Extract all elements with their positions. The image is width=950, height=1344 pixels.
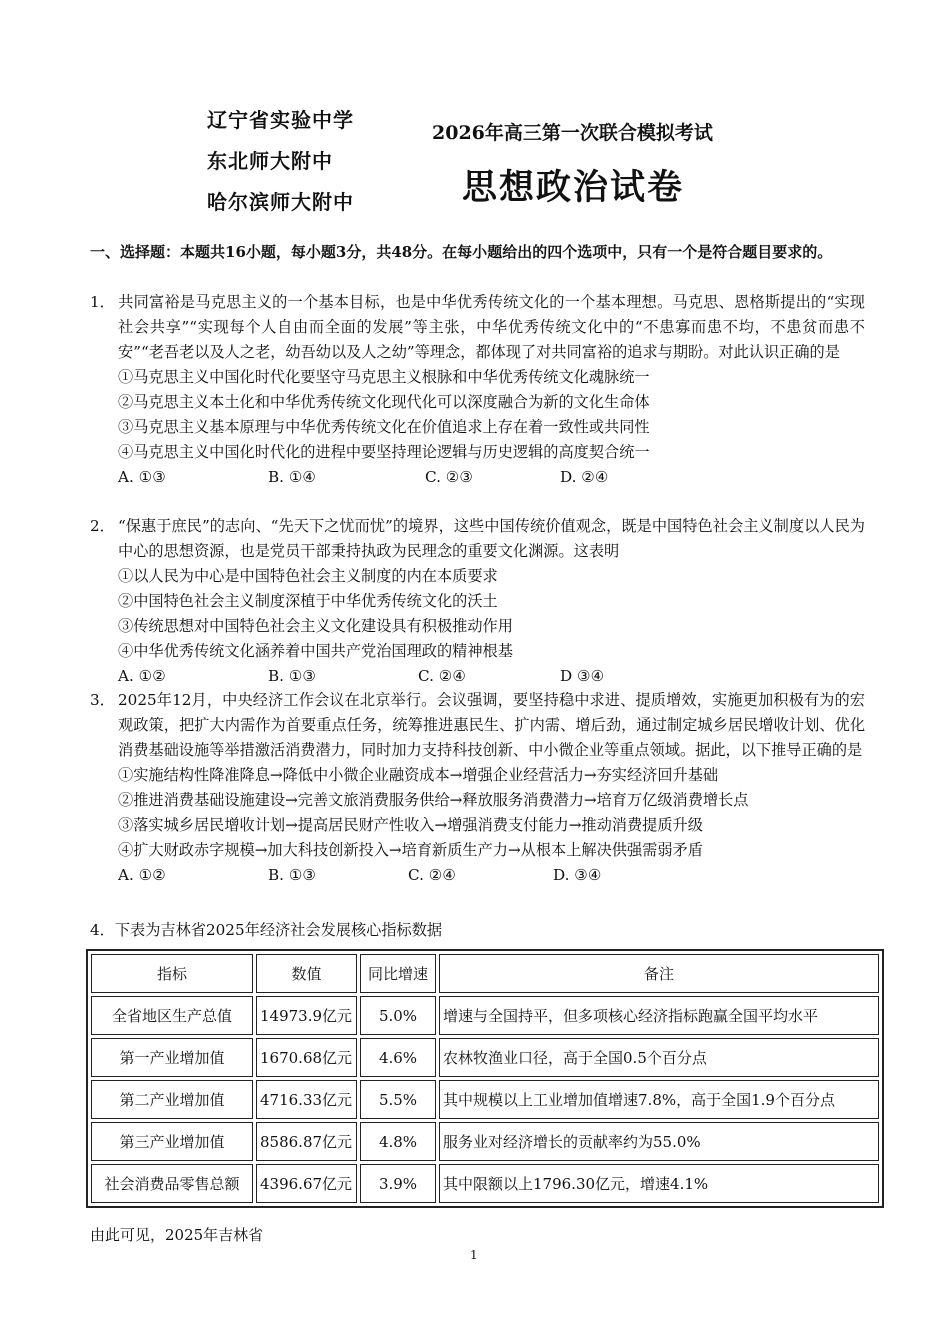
- growth-cell: 5.0%: [360, 996, 436, 1035]
- column-header: 备注: [439, 954, 879, 993]
- question-number: 2．: [90, 517, 115, 535]
- choice-a[interactable]: A. ①③: [118, 468, 166, 486]
- question-4-continuation: 由此可见，2025年吉林省: [90, 1226, 264, 1244]
- question-number: 1．: [90, 293, 115, 311]
- indicator-cell: 第一产业增加值: [91, 1038, 253, 1077]
- choice-a[interactable]: A. ①②: [118, 667, 166, 685]
- school-name-1: 辽宁省实验中学: [207, 108, 354, 132]
- note-cell: 增速与全国持平，但多项核心经济指标跑赢全国平均水平: [439, 996, 879, 1035]
- question-stem: 共同富裕是马克思主义的一个基本目标，也是中华优秀传统文化的一个基本理想。马克思、恩格斯提出的“实现社会共享”“实现每个人自由而全面的发展”等主张，中华优秀传统文化中的“不患寡而患不均，不患贫而患不安”“老吾老以及人之老，幼吾幼以及人之幼”等理念，都体现了对共同富裕的追求与期盼。对此认识正确的是: [118, 293, 865, 361]
- statement-option: ③马克思主义基本原理与中华优秀传统文化在价值追求上存在着一致性或共同性: [118, 418, 650, 436]
- page-number: 1: [470, 1248, 478, 1262]
- statement-option: ④中华优秀传统文化涵养着中国共产党治国理政的精神根基: [118, 642, 513, 660]
- question-4: [90, 918, 865, 943]
- growth-cell: 4.8%: [360, 1122, 436, 1161]
- statement-option: ①以人民为中心是中国特色社会主义制度的内在本质要求: [118, 567, 498, 585]
- growth-cell: 3.9%: [360, 1164, 436, 1203]
- choice-c[interactable]: C. ②④: [408, 866, 456, 884]
- question-2: [90, 514, 865, 689]
- indicator-table: [86, 949, 884, 1208]
- column-header: 同比增速: [360, 954, 436, 993]
- table-row: [91, 996, 879, 1035]
- choice-d[interactable]: D. ③④: [553, 866, 602, 884]
- question-stem: 2025年12月，中央经济工作会议在北京举行。会议强调，要坚持稳中求进、提质增效，实施更加积极有为的宏观政策，把扩大内需作为首要重点任务，统筹推进惠民生、扩内需、增后劲，通过制定城乡居民增收计划、优化消费基础设施等举措激活消费潜力，同时加力支持科技创新、中小微企业等重点领域。据此，以下推导正确的是: [118, 691, 865, 759]
- choice-c[interactable]: C. ②③: [425, 468, 473, 486]
- value-cell: 4716.33亿元: [256, 1080, 357, 1119]
- subject-title: 思想政治试卷: [462, 167, 685, 208]
- statement-option: ②马克思主义本土化和中华优秀传统文化现代化可以深度融合为新的文化生命体: [118, 393, 650, 411]
- table-header-row: [91, 954, 879, 993]
- growth-cell: 5.5%: [360, 1080, 436, 1119]
- value-cell: 14973.9亿元: [256, 996, 357, 1035]
- table-row: [91, 1038, 879, 1077]
- question-stem: “保惠于庶民”的志向、“先天下之忧而忧”的境界，这些中国传统价值观念，既是中国特色社会主义制度以人民为中心的思想资源，也是党员干部秉持执政为民理念的重要文化渊源。这表明: [118, 517, 865, 560]
- section-intro: 一、选择题：本题共16小题，每小题3分，共48分。在每小题给出的四个选项中，只有一个是符合题目要求的。: [90, 243, 833, 261]
- value-cell: 8586.87亿元: [256, 1122, 357, 1161]
- statement-option: ①实施结构性降准降息→降低中小微企业融资成本→增强企业经营活力→夯实经济回升基础: [118, 766, 719, 784]
- choice-b[interactable]: B. ①④: [268, 468, 317, 486]
- note-cell: 服务业对经济增长的贡献率约为55.0%: [439, 1122, 879, 1161]
- note-cell: 农林牧渔业口径，高于全国0.5个百分点: [439, 1038, 879, 1077]
- statement-option: ②推进消费基础设施建设→完善文旅消费服务供给→释放服务消费潜力→培育万亿级消费增长点: [118, 791, 749, 809]
- note-cell: 其中规模以上工业增加值增速7.8%，高于全国1.9个百分点: [439, 1080, 879, 1119]
- statement-option: ③落实城乡居民增收计划→提高居民财产性收入→增强消费支付能力→推动消费提质升级: [118, 816, 703, 834]
- answer-choices: [90, 664, 865, 689]
- answer-choices: [90, 465, 865, 490]
- question-number: 3．: [90, 691, 115, 709]
- school-name-2: 东北师大附中: [207, 149, 333, 173]
- statement-option: ①马克思主义中国化时代化要坚守马克思主义根脉和中华优秀传统文化魂脉统一: [118, 368, 650, 386]
- statement-option: ②中国特色社会主义制度深植于中华优秀传统文化的沃土: [118, 592, 498, 610]
- choice-b[interactable]: B. ①③: [268, 866, 317, 884]
- choice-d[interactable]: D ③④: [560, 667, 605, 685]
- table-row: [91, 1122, 879, 1161]
- school-name-3: 哈尔滨师大附中: [207, 190, 354, 214]
- table-row: [91, 1080, 879, 1119]
- table-row: [91, 1164, 879, 1203]
- question-1: [90, 290, 865, 490]
- column-header: 数值: [256, 954, 357, 993]
- statement-option: ④马克思主义中国化时代化的进程中要坚持理论逻辑与历史逻辑的高度契合统一: [118, 443, 650, 461]
- statement-option: ④扩大财政赤字规模→加大科技创新投入→培育新质生产力→从根本上解决供强需弱矛盾: [118, 841, 703, 859]
- question-3: [90, 688, 865, 888]
- value-cell: 4396.67亿元: [256, 1164, 357, 1203]
- choice-a[interactable]: A. ①②: [118, 866, 166, 884]
- choice-c[interactable]: C. ②④: [418, 667, 466, 685]
- choice-b[interactable]: B. ①③: [268, 667, 317, 685]
- value-cell: 1670.68亿元: [256, 1038, 357, 1077]
- indicator-cell: 全省地区生产总值: [91, 996, 253, 1035]
- answer-choices: [90, 863, 865, 888]
- indicator-cell: 社会消费品零售总额: [91, 1164, 253, 1203]
- column-header: 指标: [91, 954, 253, 993]
- growth-cell: 4.6%: [360, 1038, 436, 1077]
- note-cell: 其中限额以上1796.30亿元，增速4.1%: [439, 1164, 879, 1203]
- statement-option: ③传统思想对中国特色社会主义文化建设具有积极推动作用: [118, 617, 513, 635]
- exam-name: 2026年高三第一次联合模拟考试: [432, 122, 713, 144]
- choice-d[interactable]: D. ②④: [560, 468, 609, 486]
- question-stem: 4．下表为吉林省2025年经济社会发展核心指标数据: [90, 921, 443, 939]
- indicator-cell: 第三产业增加值: [91, 1122, 253, 1161]
- indicator-cell: 第二产业增加值: [91, 1080, 253, 1119]
